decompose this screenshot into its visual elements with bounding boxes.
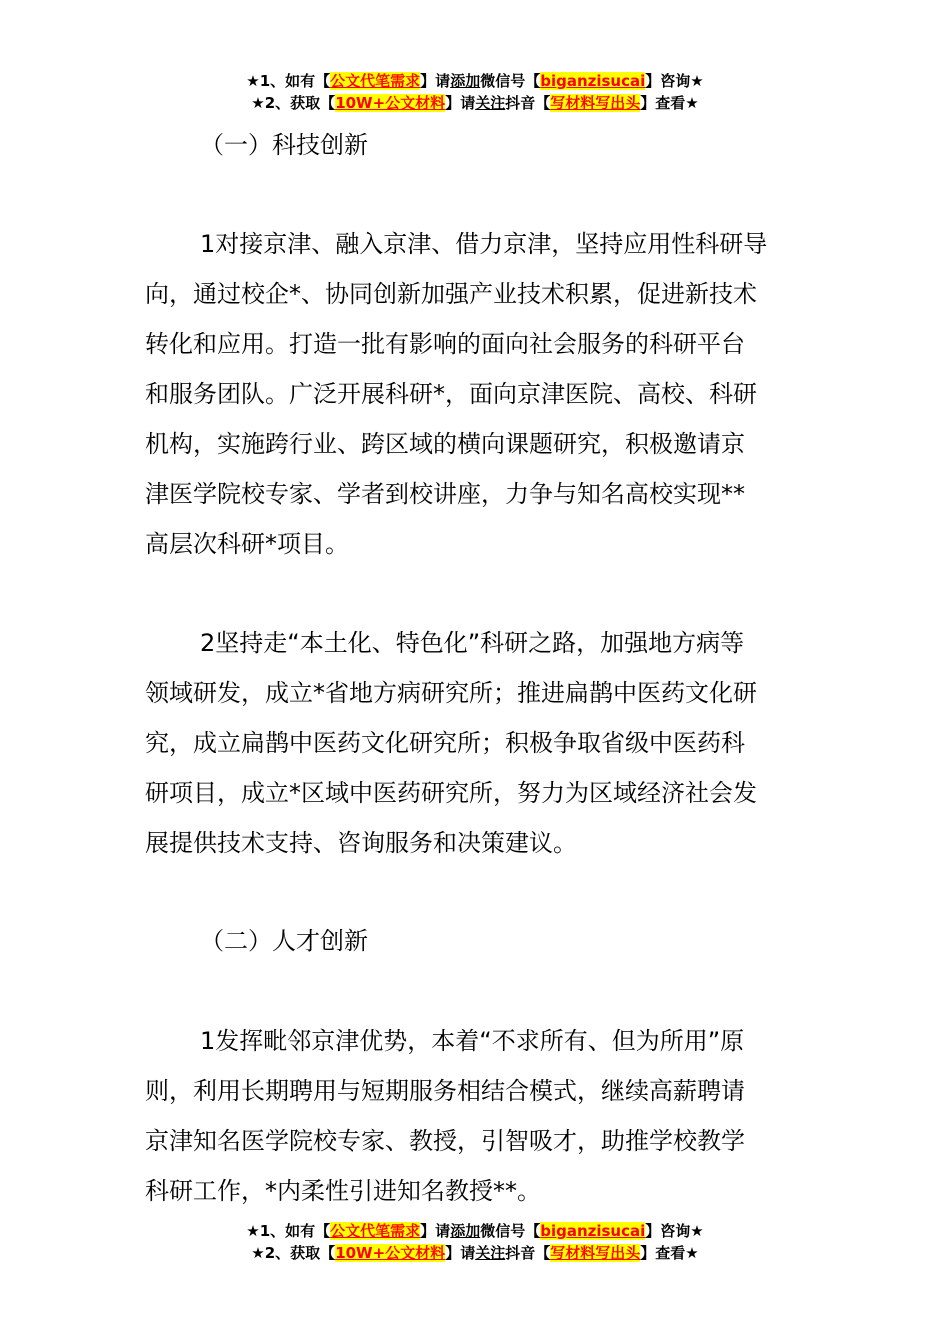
section-heading-tech: （一）科技创新 — [200, 131, 368, 159]
banner-text: 抖音【 — [505, 94, 551, 112]
paragraph-line: 高层次科研*项目。 — [145, 530, 349, 558]
banner-line-2 — [0, 1242, 950, 1264]
banner-highlight: 10W+公文材料 — [335, 1244, 446, 1262]
paragraph-line: 向，通过校企*、协同创新加强产业技术积累，促进新技术 — [145, 280, 757, 308]
banner-line-2 — [0, 92, 950, 114]
banner-text: 抖音【 — [505, 1244, 551, 1262]
banner-text: 】咨询★ — [645, 72, 704, 90]
paragraph-line: 京津知名医学院校专家、教授，引智吸才，助推学校教学 — [145, 1127, 745, 1155]
banner-text: 微信号【 — [480, 72, 541, 90]
bottom-banner — [0, 1220, 950, 1264]
paragraph-line: 展提供技术支持、咨询服务和决策建议。 — [145, 829, 577, 857]
banner-text: 】咨询★ — [645, 1222, 704, 1240]
paragraph-line: 则，利用长期聘用与短期服务相结合模式，继续高薪聘请 — [145, 1077, 745, 1105]
paragraph-line: 究，成立扁鹊中医药文化研究所；积极争取省级中医药科 — [145, 729, 745, 757]
banner-text: ★2、获取【 — [251, 1244, 336, 1262]
banner-text: 】请 — [445, 94, 476, 112]
banner-text: ★2、获取【 — [251, 94, 336, 112]
paragraph-line: 津医学院校专家、学者到校讲座，力争与知名高校实现** — [145, 480, 745, 508]
paragraph-talent-1 — [145, 1016, 825, 1216]
banner-highlight: 写材料写出头 — [550, 94, 641, 112]
paragraph-line: 和服务团队。广泛开展科研*，面向京津医院、高校、科研 — [145, 380, 757, 408]
banner-text: 】查看★ — [640, 1244, 699, 1262]
banner-text: 】查看★ — [640, 94, 699, 112]
paragraph-line: 研项目，成立*区域中医药研究所，努力为区域经济社会发 — [145, 779, 757, 807]
banner-text: 】请 — [420, 72, 451, 90]
banner-line-1 — [0, 1220, 950, 1242]
paragraph-tech-2 — [145, 618, 825, 868]
banner-underline: 添加 — [450, 72, 481, 90]
paragraph-line: 1发挥毗邻京津优势，本着“不求所有、但为所用”原 — [200, 1027, 745, 1055]
paragraph-line: 转化和应用。打造一批有影响的面向社会服务的科研平台 — [145, 330, 745, 358]
paragraph-line: 科研工作，*内柔性引进知名教授**。 — [145, 1177, 541, 1205]
banner-line-1 — [0, 70, 950, 92]
top-banner — [0, 70, 950, 114]
paragraph-line: 1对接京津、融入京津、借力京津，坚持应用性科研导 — [200, 230, 768, 258]
banner-underline: 关注 — [475, 1244, 506, 1262]
banner-highlight: biganzisucai — [540, 1222, 646, 1240]
paragraph-line: 2坚持走“本土化、特色化”科研之路，加强地方病等 — [200, 629, 745, 657]
banner-highlight: 10W+公文材料 — [335, 94, 446, 112]
banner-underline: 关注 — [475, 94, 506, 112]
banner-text: ★1、如有【 — [246, 72, 331, 90]
banner-underline: 添加 — [450, 1222, 481, 1240]
paragraph-tech-1 — [145, 219, 825, 569]
paragraph-line: 领域研发，成立*省地方病研究所；推进扁鹊中医药文化研 — [145, 679, 757, 707]
banner-highlight: biganzisucai — [540, 72, 646, 90]
banner-highlight: 写材料写出头 — [550, 1244, 641, 1262]
banner-text: 微信号【 — [480, 1222, 541, 1240]
banner-text: 】请 — [420, 1222, 451, 1240]
paragraph-line: 机构，实施跨行业、跨区域的横向课题研究，积极邀请京 — [145, 430, 745, 458]
banner-highlight: 公文代笔需求 — [330, 72, 421, 90]
section-heading-talent: （二）人才创新 — [200, 927, 368, 955]
banner-text: 】请 — [445, 1244, 476, 1262]
banner-text: ★1、如有【 — [246, 1222, 331, 1240]
banner-highlight: 公文代笔需求 — [330, 1222, 421, 1240]
